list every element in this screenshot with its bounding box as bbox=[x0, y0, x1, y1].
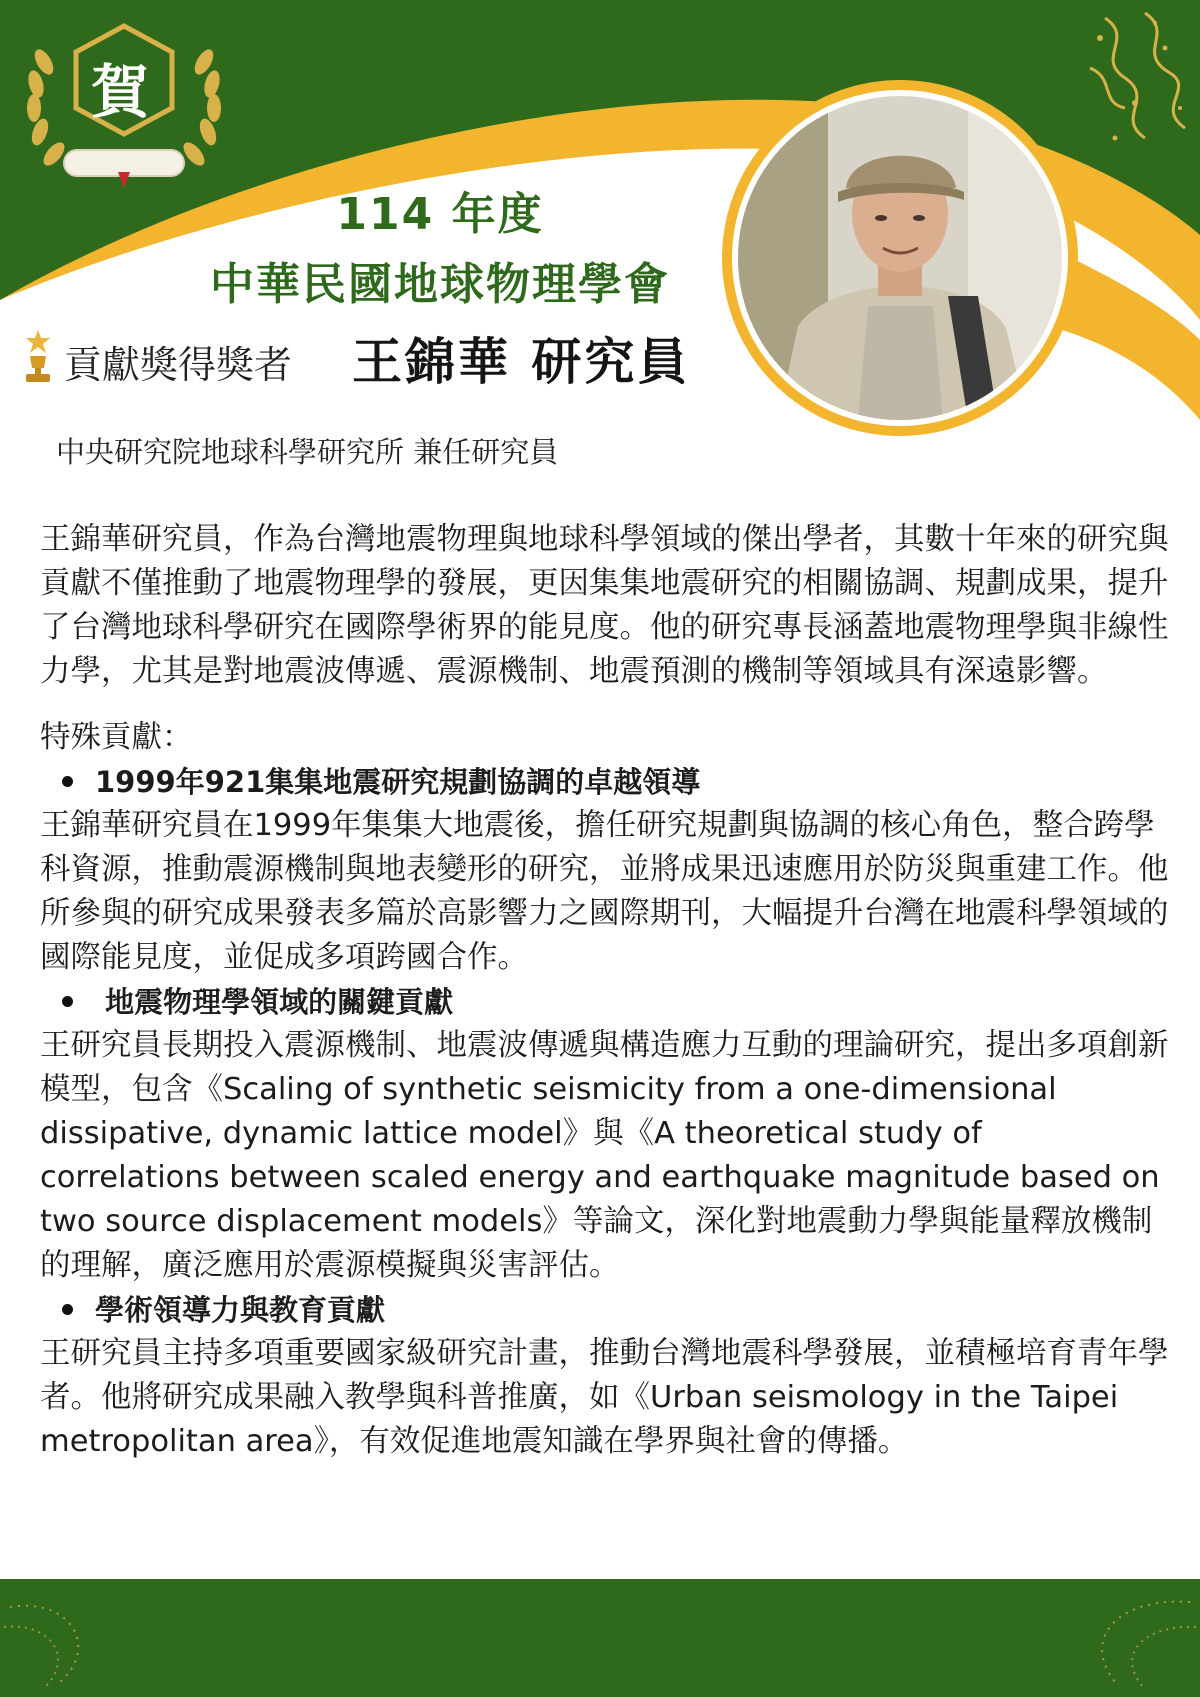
bullet-icon bbox=[62, 996, 73, 1007]
contribution-text: 王研究員長期投入震源機制、地震波傳遞與構造應力互動的理論研究，提出多項創新模型，包含《Scaling of synthetic seismicity from a one-dimensional dissipative, dynamic lattice model》與《A theoretical study of correlations between scaled energy and earthquake magnitude based on two source displacement models》等論文，深化對地震動力學與能量釋放機制的理解，廣泛應用於震源模擬與災害評估。 bbox=[40, 1028, 1169, 1283]
contribution-text: 王研究員主持多項重要國家級研究計畫，推動台灣地震科學發展，並積極培育青年學者。他將研究成果融入教學與科普推廣，如《Urban seismology in the Taipei metropolitan area》，有效促進地震知識在學界與社會的傳播。 bbox=[40, 1336, 1169, 1459]
special-contributions-heading: 特殊貢獻： bbox=[40, 720, 193, 755]
contribution-title bbox=[40, 1288, 1170, 1332]
contribution-title bbox=[40, 980, 1170, 1024]
streamer-confetti-icon bbox=[1085, 8, 1197, 158]
award-label: 貢獻獎得獎者 bbox=[64, 343, 293, 387]
badge-character: 賀 bbox=[90, 58, 149, 126]
contribution-title bbox=[40, 760, 1170, 804]
sparkle-swirl-icon bbox=[1060, 1587, 1200, 1697]
contribution-text: 王錦華研究員在1999年集集大地震後，擔任研究規劃與協調的核心角色，整合跨學科資源，推動震源機制與地表變形的研究，並將成果迅速應用於防災與重建工作。他所參與的研究成果發表多篇於高影響力之國際期刊，大幅提升台灣在地震科學領域的國際能見度，並促成多項跨國合作。 bbox=[40, 808, 1169, 975]
sparkle-swirl-icon bbox=[0, 1587, 110, 1697]
bullet-icon bbox=[62, 1304, 73, 1315]
winner-photo bbox=[738, 96, 1062, 420]
affiliation: 中央研究院地球科學研究所 兼任研究員 bbox=[56, 435, 559, 469]
title-year: 114 年度 bbox=[336, 189, 544, 240]
footer-bar bbox=[0, 1579, 1200, 1697]
title-organization: 中華民國地球物理學會 bbox=[210, 259, 670, 310]
winner-name: 王錦華 研究員 bbox=[352, 333, 691, 391]
bullet-icon bbox=[62, 776, 73, 787]
intro-paragraph: 王錦華研究員，作為台灣地震物理與地球科學領域的傑出學者，其數十年來的研究與貢獻不僅推動了地震物理學的發展，更因集集地震研究的相關協調、規劃成果，提升了台灣地球科學研究在國際學術界的能見度。他的研究專長涵蓋地震物理學與非線性力學，尤其是對地震波傳遞、震源機制、地震預測的機制等領域具有深遠影響。 bbox=[40, 522, 1169, 689]
portrait-image bbox=[738, 96, 1062, 420]
contribution-title-text: 學術領導力與教育貢獻 bbox=[95, 1293, 386, 1327]
contribution-title-text: 1999年921集集地震研究規劃協調的卓越領導 bbox=[95, 765, 701, 799]
trophy-icon bbox=[18, 328, 58, 384]
contribution-title-text: 地震物理學領域的關鍵貢獻 bbox=[95, 985, 454, 1019]
body-content bbox=[40, 518, 1170, 1464]
